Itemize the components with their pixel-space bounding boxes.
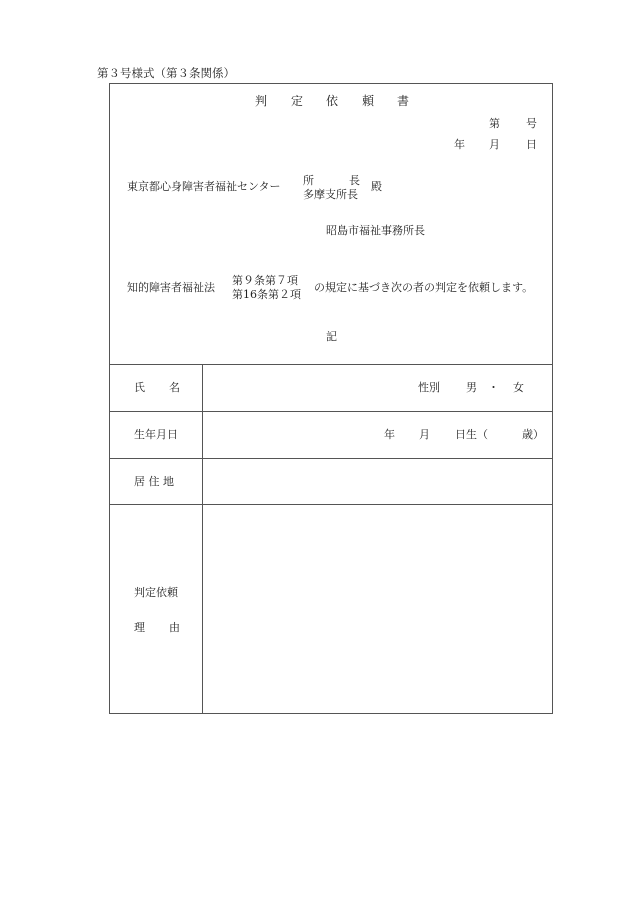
birth-day: 日生（ <box>455 428 488 441</box>
title-char: 依 <box>326 94 339 108</box>
address-label: 居 住 地 <box>134 475 174 488</box>
birth-field[interactable] <box>206 415 376 455</box>
addressee-org: 東京都心身障害者福祉センター <box>127 180 281 193</box>
addressee-title-1a: 所 <box>303 174 314 187</box>
sex-separator: ・ <box>488 381 499 394</box>
title-char: 頼 <box>362 94 375 108</box>
addressee-honorific: 殿 <box>371 180 382 193</box>
reason-field[interactable] <box>206 508 549 710</box>
date-year: 年 <box>454 138 465 151</box>
sender: 昭島市福祉事務所長 <box>326 224 425 237</box>
law-clause-2: 第16条第２項 <box>232 288 301 301</box>
row-divider <box>109 504 553 505</box>
law-text: の規定に基づき次の者の判定を依頼します。 <box>314 281 534 294</box>
title-char: 書 <box>397 94 410 108</box>
law-clause-1: 第９条第７項 <box>232 274 298 287</box>
sex-male-option[interactable]: 男 <box>466 381 477 394</box>
row-divider <box>109 411 553 412</box>
reason-label-2b: 由 <box>169 621 180 634</box>
row-divider <box>109 458 553 459</box>
date-day: 日 <box>526 138 537 151</box>
sex-female-option[interactable]: 女 <box>513 381 524 394</box>
birth-month: 月 <box>419 428 430 441</box>
ki-mark: 記 <box>326 330 337 343</box>
birth-label: 生年月日 <box>134 428 178 441</box>
reason-label-1: 判定依頼 <box>134 586 178 599</box>
date-month: 月 <box>489 138 500 151</box>
addressee-title-1b: 長 <box>349 174 360 187</box>
label-column-divider <box>202 364 203 714</box>
birth-year: 年 <box>384 428 395 441</box>
address-field[interactable] <box>206 462 549 500</box>
form-number: 第３号様式（第３条関係） <box>97 66 235 80</box>
sex-label: 性別 <box>418 381 440 394</box>
law-name: 知的障害者福祉法 <box>127 281 215 294</box>
reason-label-2a: 理 <box>134 621 145 634</box>
number-suffix: 号 <box>526 117 537 130</box>
name-label-b: 名 <box>169 381 180 394</box>
addressee-title-2: 多摩支所長 <box>303 188 358 201</box>
birth-age: 歳） <box>522 428 544 441</box>
table-top-line <box>109 364 553 365</box>
title-char: 定 <box>291 94 304 108</box>
name-field[interactable] <box>206 368 406 408</box>
title-char: 判 <box>255 94 268 108</box>
number-prefix: 第 <box>489 117 500 130</box>
name-label-a: 氏 <box>134 381 145 394</box>
